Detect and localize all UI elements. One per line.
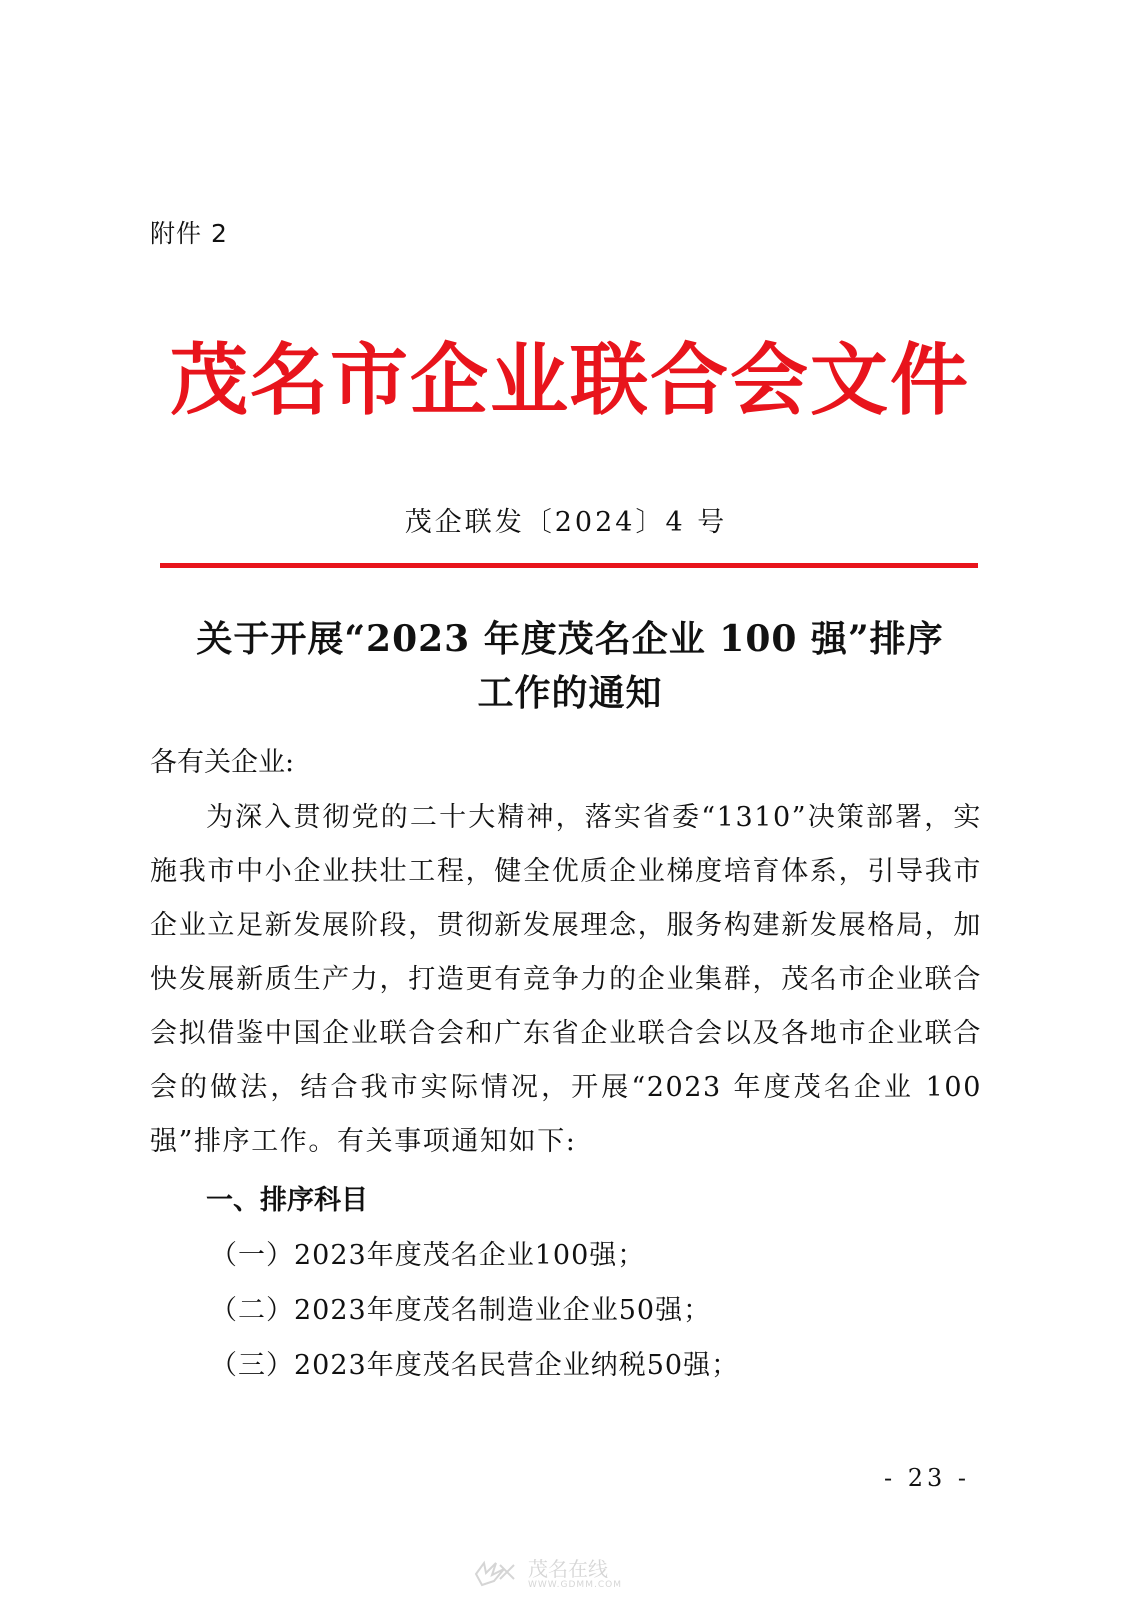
notice-title-line2: 工作的通知 (477, 672, 663, 714)
watermark (470, 1556, 660, 1592)
red-divider-line (160, 563, 978, 568)
salutation: 各有关企业: (150, 747, 295, 778)
watermark-url: WWW.GDMM.COM (528, 1580, 622, 1590)
notice-title (140, 612, 1000, 720)
section-heading-ranking-subjects: 一、排序科目 (206, 1185, 368, 1216)
notice-body-paragraph: 为深入贯彻党的二十大精神，落实省委“1310”决策部署，实施我市中小企业扶壮工程，健全优质企业梯度培育体系，引导我市企业立足新发展阶段，贯彻新发展理念，服务构建新发展格局，加快发展新质生产力，打造更有竞争力的企业集群，茂名市企业联合会拟借鉴中国企业联合会和广东省企业联合会以及各地市企业联合会的做法，结合我市实际情况，开展“2023 年度茂名企业 100 强”排序工作。有关事项通知如下: (150, 802, 982, 1157)
org-header-title: 茂名市企业联合会文件 (169, 335, 970, 426)
document-number: 茂企联发〔2024〕4 号 (404, 507, 728, 538)
sparkle-logo-icon (470, 1559, 522, 1589)
ranking-item-2: （二）2023年度茂名制造业企业50强； (210, 1295, 712, 1326)
notice-title-line1: 关于开展“2023 年度茂名企业 100 强”排序 (196, 618, 944, 660)
attachment-label: 附件 2 (150, 219, 228, 248)
ranking-item-1: （一）2023年度茂名企业100强； (210, 1240, 646, 1271)
watermark-text: 茂名在线 (528, 1557, 608, 1581)
ranking-item-3: （三）2023年度茂名民营企业纳税50强； (210, 1350, 740, 1381)
page-number: - 23 - (884, 1464, 971, 1492)
